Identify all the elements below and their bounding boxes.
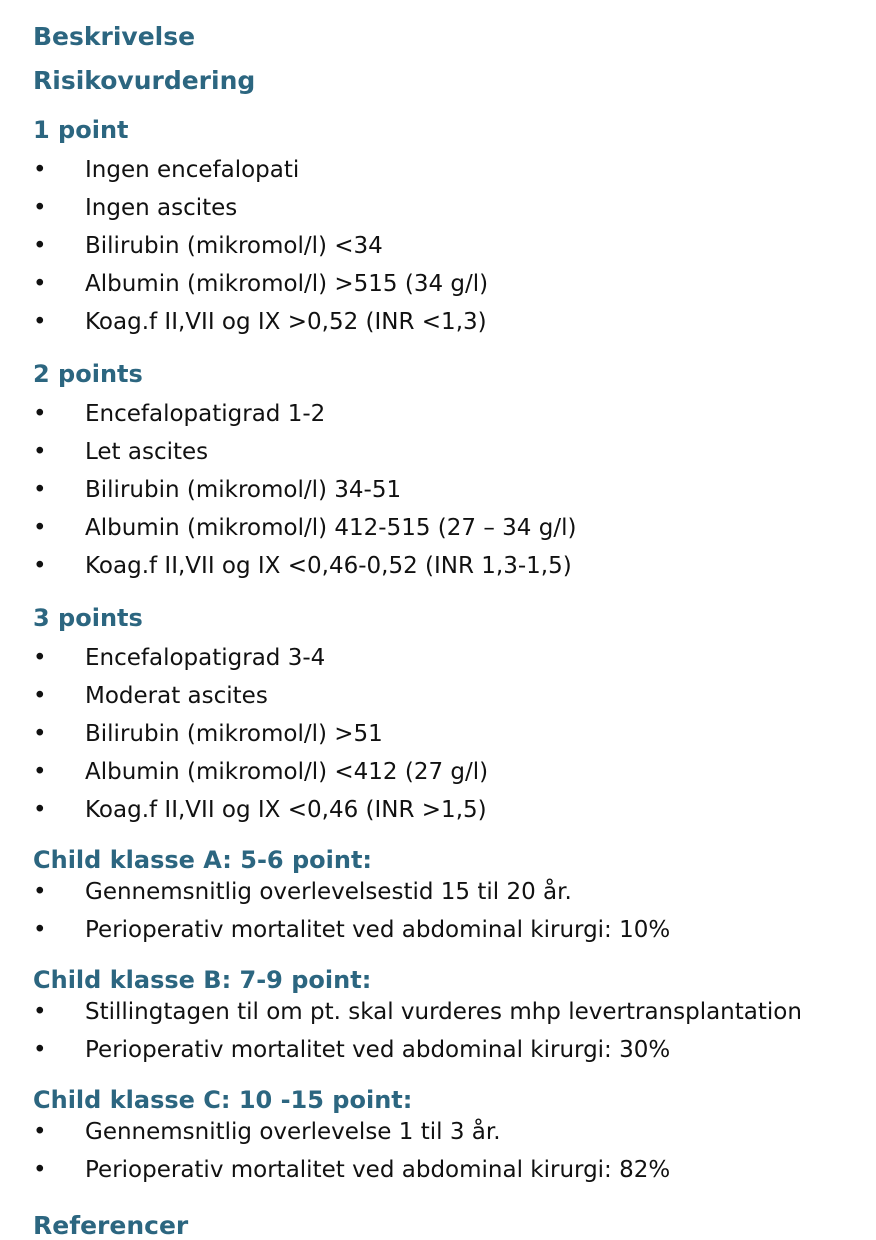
section-title-2-points: 2 points [33,360,143,388]
bullet: • [33,271,47,297]
list-item-text: Koag.f II,VII og IX >0,52 (INR <1,3) [85,309,487,335]
heading-beskrivelse: Beskrivelse [33,22,196,51]
list-item-text: Ingen encefalopati [85,157,300,183]
list-item-text: Bilirubin (mikromol/l) 34-51 [85,477,402,503]
bullet: • [33,1037,47,1063]
bullet: • [33,515,47,541]
section-title-child-b: Child klasse B: 7-9 point: [33,966,372,994]
section-title-child-a: Child klasse A: 5-6 point: [33,846,373,874]
bullet: • [33,759,47,785]
list-item-text: Albumin (mikromol/l) 412-515 (27 – 34 g/l) [85,515,577,541]
bullet: • [33,439,47,465]
list-item-text: Encefalopatigrad 3-4 [85,645,326,671]
list-item-text: Let ascites [85,439,209,465]
bullet: • [33,233,47,259]
list-item-text: Albumin (mikromol/l) >515 (34 g/l) [85,271,489,297]
list-item-text: Stillingtagen til om pt. skal vurderes mhp levertransplantation [85,999,802,1025]
bullet: • [33,999,47,1025]
section-title-1-point: 1 point [33,116,129,144]
list-item-text: Ingen ascites [85,195,238,221]
list-item-text: Moderat ascites [85,683,268,709]
bullet: • [33,917,47,943]
section-title-child-c: Child klasse C: 10 -15 point: [33,1086,413,1114]
list-item-text: Perioperativ mortalitet ved abdominal kirurgi: 30% [85,1037,671,1063]
list-item-text: Albumin (mikromol/l) <412 (27 g/l) [85,759,489,785]
bullet: • [33,477,47,503]
list-item-text: Bilirubin (mikromol/l) >51 [85,721,383,747]
list-item-text: Gennemsnitlig overlevelsestid 15 til 20 år. [85,879,572,905]
list-item-text: Koag.f II,VII og IX <0,46 (INR >1,5) [85,797,487,823]
heading-risikovurdering: Risikovurdering [33,66,256,95]
bullet: • [33,683,47,709]
list-item-text: Perioperativ mortalitet ved abdominal kirurgi: 82% [85,1157,671,1183]
bullet: • [33,309,47,335]
bullet: • [33,721,47,747]
heading-referencer: Referencer [33,1211,189,1240]
list-item-text: Koag.f II,VII og IX <0,46-0,52 (INR 1,3-1,5) [85,553,572,579]
bullet: • [33,553,47,579]
bullet: • [33,879,47,905]
bullet: • [33,1157,47,1183]
section-title-3-points: 3 points [33,604,143,632]
bullet: • [33,645,47,671]
list-item-text: Encefalopatigrad 1-2 [85,401,326,427]
list-item-text: Gennemsnitlig overlevelse 1 til 3 år. [85,1119,501,1145]
list-item-text: Bilirubin (mikromol/l) <34 [85,233,383,259]
bullet: • [33,401,47,427]
list-item-text: Perioperativ mortalitet ved abdominal kirurgi: 10% [85,917,671,943]
bullet: • [33,797,47,823]
bullet: • [33,1119,47,1145]
bullet: • [33,157,47,183]
bullet: • [33,195,47,221]
